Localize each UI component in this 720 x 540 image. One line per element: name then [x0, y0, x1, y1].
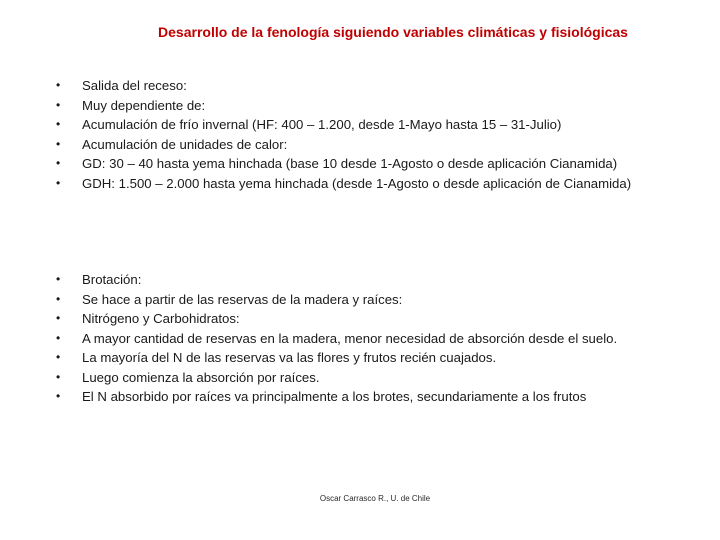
bullet-icon: • [56, 389, 61, 403]
bullet-text: El N absorbido por raíces va principalmente a los brotes, secundariamente a los frutos [82, 389, 587, 404]
footer-credit: Oscar Carrasco R., U. de Chile [319, 494, 431, 503]
slide-title: Desarrollo de la fenología siguiendo variables climáticas y fisiológicas [158, 24, 628, 40]
bullet-text: Acumulación de unidades de calor: [82, 136, 288, 152]
bullet-icon: • [56, 136, 61, 151]
bullet-text: Luego comienza la absorción por raíces. [82, 369, 320, 385]
bullet-text: Acumulación de frío invernal (HF: 400 – 1.200, desde 1-Mayo hasta 15 – 31-Julio) [82, 117, 562, 132]
bullet-text: Salida del receso: [82, 78, 187, 93]
bullet-text: A mayor cantidad de reservas en la madera, menor necesidad de absorción desde el suelo. [82, 330, 618, 346]
bullet-item [52, 270, 702, 290]
bullet-text: Brotación: [82, 272, 142, 287]
bullet-icon: • [56, 175, 61, 190]
bullet-text: GD: 30 – 40 hasta yema hinchada (base 10 desde 1-Agosto o desde aplicación Cianamida) [82, 156, 618, 171]
bullet-icon: • [56, 311, 61, 325]
bullet-item [52, 96, 702, 116]
bullet-item [52, 154, 702, 174]
bullet-text: Nitrógeno y Carbohidratos: [82, 311, 240, 326]
bullet-item [52, 309, 702, 329]
bullet-item [52, 368, 702, 388]
bullet-text: GDH: 1.500 – 2.000 hasta yema hinchada (desde 1-Agosto o desde aplicación de Cianamida) [82, 175, 632, 191]
bullet-text: La mayoría del N de las reservas va las flores y frutos recién cuajados. [82, 350, 497, 365]
bullet-list-brotacion [52, 270, 702, 407]
bullet-item [52, 387, 702, 407]
bullet-text: Muy dependiente de: [82, 97, 206, 113]
bullet-item [52, 115, 702, 135]
bullet-icon: • [56, 78, 61, 92]
bullet-item [52, 348, 702, 368]
bullet-item [52, 76, 702, 96]
bullet-item [52, 290, 702, 310]
bullet-item [52, 329, 702, 349]
bullet-icon: • [56, 369, 61, 384]
bullet-icon: • [56, 97, 61, 112]
bullet-icon: • [56, 350, 61, 364]
bullet-item [52, 135, 702, 155]
bullet-item [52, 174, 702, 194]
bullet-text: Se hace a partir de las reservas de la madera y raíces: [82, 291, 403, 307]
bullet-icon: • [56, 272, 61, 286]
bullet-icon: • [56, 291, 61, 306]
bullet-icon: • [56, 156, 61, 170]
bullet-icon: • [56, 330, 61, 345]
bullet-list-salida-receso [52, 76, 702, 193]
bullet-icon: • [56, 117, 61, 131]
